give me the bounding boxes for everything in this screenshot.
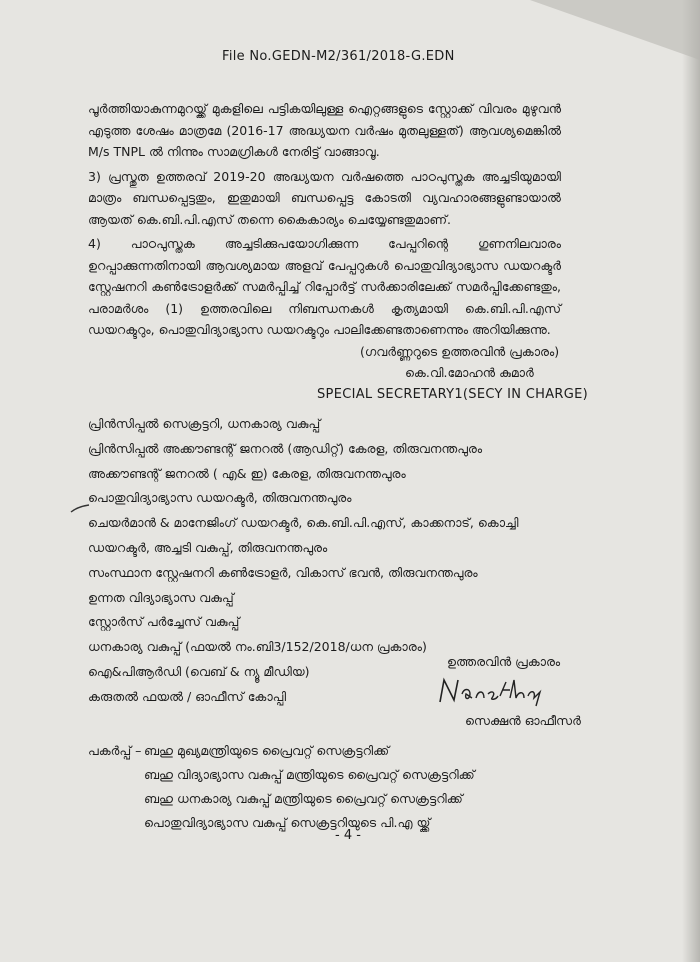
page-number: - 4 - [335, 828, 361, 843]
recipient-item: പൊതുവിദ്യാഭ്യാസ ഡയറക്ടർ, തിരുവനന്തപുരം [88, 490, 352, 506]
recipient-item: സ്റ്റോർസ് പർച്ചേസ് വകുപ്പ് [88, 614, 240, 630]
paragraph-continuation: പൂർത്തിയാകുന്നമുറയ്ക്ക് മുകളിലെ പട്ടികയിലുള്ള ഐറ്റങ്ങളുടെ സ്റ്റോക്ക് വിവരം മുഴുവൻ എടുത്ത ശേഷം മാത്രമേ (2016-17 അദ്ധ്യയന വർഷം മുതലുള്ളത്) ആവശ്യമെങ്കിൽ M/s TNPL ൽ നിന്നും സാമഗ്രികൾ നേരിട്ട് വാങ്ങാവൂ. [88, 101, 561, 159]
designation: SPECIAL SECRETARY1(SECY IN CHARGE) [317, 387, 588, 402]
recipient-item: ചെയർമാൻ & മാനേജിംഗ് ഡയറക്ടർ, കെ.ബി.പി.എസ്, കാക്കനാട്, കൊച്ചി [88, 515, 519, 531]
recipient-item: ഐ&പിആർഡി (വെബ് & ന്യൂ മീഡിയ) [88, 663, 310, 679]
pen-mark-icon [70, 502, 90, 516]
copy-item: ബഹു ധനകാര്യ വകുപ്പ് മന്ത്രിയുടെ പ്രൈവറ്റ് സെക്രട്ടറിക്ക് [144, 791, 463, 806]
paragraph-4: 4) പാഠപുസ്തക അച്ചടിക്കുപയോഗിക്കുന്ന പേപ്പറിന്റെ ഗുണനിലവാരം ഉറപ്പാക്കുന്നതിനായി ആവശ്യമായ അളവ് പേപ്പറുകൾ പൊതുവിദ്യാഭ്യാസ ഡയറക്ടർ സ്റ്റേഷനറി കൺട്രോളർക്ക് സമർപ്പിച്ച് റിപ്പോർട്ട് സർക്കാരിലേക്ക് സമർപ്പിക്കേണ്ടതും, പരാമർശം (1) ഉത്തരവിലെ നിബന്ധനകൾ കൃത്യമായി കെ.ബി.പി.എസ് ഡയറക്ടറും, പൊതുവിദ്യാഭ്യാസ ഡയറക്ടറും പാലിക്കേണ്ടതാണെന്നും അറിയിക്കുന്നു. [88, 236, 561, 337]
copy-label: പകർപ്പ് – [88, 743, 142, 758]
recipient-item: ധനകാര്യ വകുപ്പ് (ഫയൽ നം.ബി3/152/2018/ധന പ്രകാരം) [88, 639, 427, 655]
folded-corner [530, 0, 700, 60]
recipient-item: കരുതൽ ഫയൽ / ഓഫീസ് കോപ്പി [88, 688, 287, 704]
recipient-item: പ്രിൻസിപ്പൽ അക്കൗണ്ടന്റ് ജനറൽ (ആഡിറ്റ്) കേരള, തിരുവനന്തപുരം [88, 440, 483, 456]
file-number: File No.GEDN-M2/361/2018-G.EDN [222, 49, 455, 64]
officer-name: കെ.വി.മോഹൻ കുമാർ [405, 365, 534, 380]
recipient-item: സംസ്ഥാന സ്റ്റേഷനറി കൺട്രോളർ, വികാസ് ഭവൻ, തിരുവനന്തപുരം [88, 564, 478, 580]
paragraph-3: 3) പ്രസ്തുത ഉത്തരവ് 2019-20 അദ്ധ്യയന വർഷത്തെ പാഠപുസ്തക അച്ചടിയുമായി മാത്രം ബന്ധപ്പെട്ടതും, ഇതുമായി ബന്ധപ്പെട്ട കോടതി വ്യവഹാരങ്ങളുണ്ടായാൽ ആയത് കെ.ബി.പി.എസ് തന്നെ കൈകാര്യം ചെയ്യേണ്ടതുമാണ്. [88, 168, 561, 227]
section-officer: സെക്ഷൻ ഓഫീസർ [465, 713, 581, 728]
recipient-item: ഡയറക്ടർ, അച്ചടി വകുപ്പ്, തിരുവനന്തപുരം [88, 539, 328, 555]
page-edge-shadow [682, 0, 700, 962]
recipient-item: അക്കൗണ്ടന്റ് ജനറൽ ( എ& ഇ) കേരള, തിരുവനന്തപുരം [88, 465, 406, 481]
recipient-item: പ്രിൻസിപ്പൽ സെക്രട്ടറി, ധനകാര്യ വകുപ്പ് [88, 416, 321, 431]
body-paragraphs [88, 98, 561, 344]
copy-item: ബഹു വിദ്യാഭ്യാസ വകുപ്പ് മന്ത്രിയുടെ പ്രൈവറ്റ് സെക്രട്ടറിക്ക് [144, 767, 475, 782]
governor-order-line: (ഗവർണ്ണറുടെ ഉത്തരവിൻ പ്രകാരം) [360, 344, 560, 359]
by-order-line: ഉത്തരവിൻ പ്രകാരം [447, 654, 561, 669]
copy-item: പൊതുവിദ്യാഭ്യാസ വകുപ്പ് സെക്രട്ടറിയുടെ പി.എ യ്ക്ക് [144, 815, 431, 830]
recipient-item: ഉന്നത വിദ്യാഭ്യാസ വകുപ്പ് [88, 589, 234, 605]
handwritten-signature [436, 672, 546, 712]
copy-item: ബഹു മുഖ്യമന്ത്രിയുടെ പ്രൈവറ്റ് സെക്രട്ടറിക്ക് [144, 743, 390, 758]
